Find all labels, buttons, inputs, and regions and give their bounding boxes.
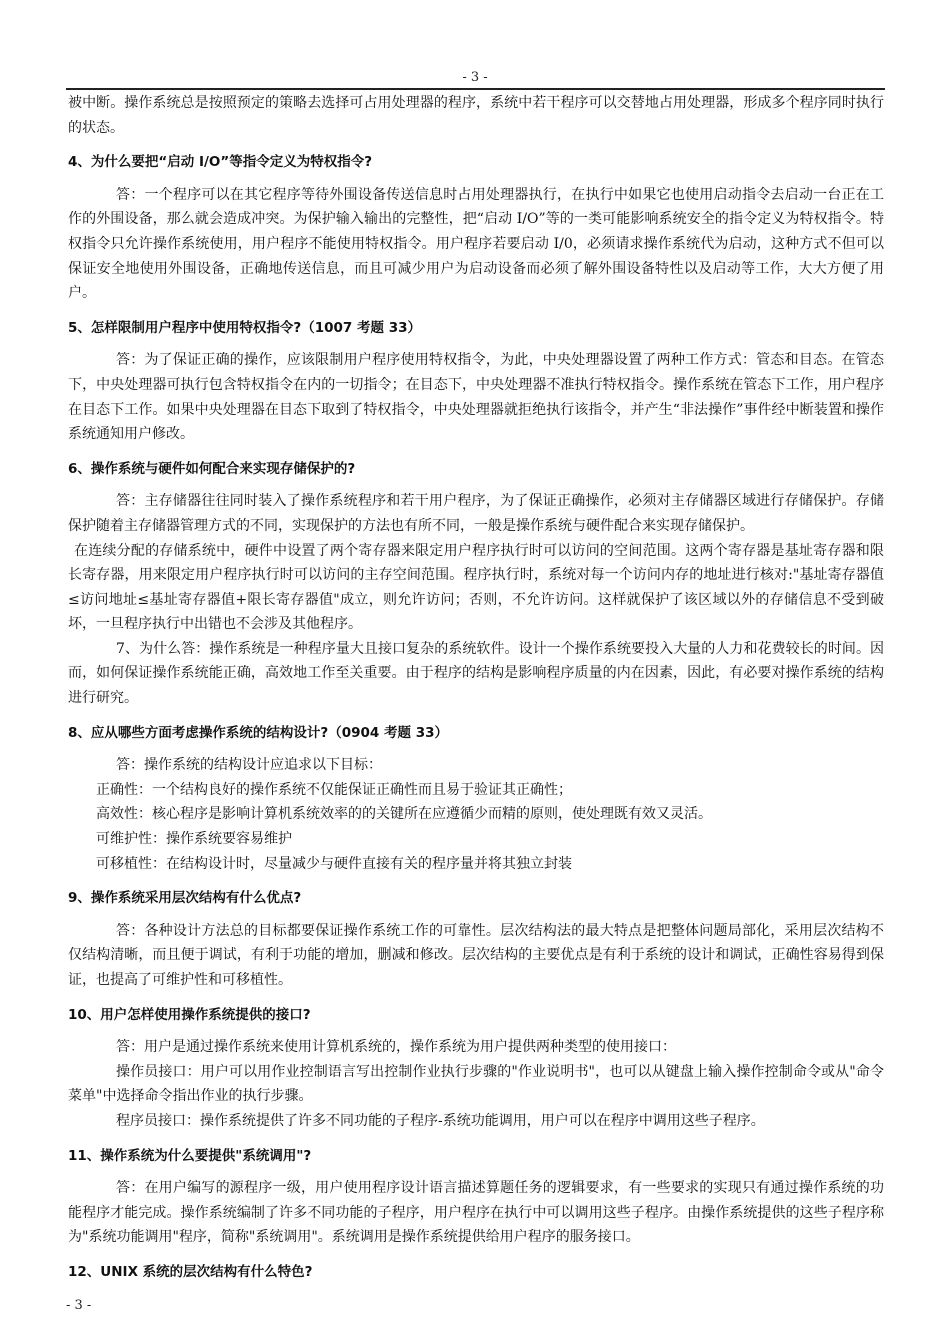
question-4: 4、为什么要把“启动 I/O”等指令定义为特权指令?	[68, 154, 373, 171]
question-11: 11、操作系统为什么要提供"系统调用"?	[68, 1147, 312, 1164]
answer-8-item: 高效性：核心程序是影响计算机系统效率的的关键所在应遵循少而精的原则，使处理既有效又灵活。	[96, 806, 712, 823]
question-6: 6、操作系统与硬件如何配合来实现存储保护的?	[68, 460, 356, 477]
question-9: 9、操作系统采用层次结构有什么优点?	[68, 890, 302, 907]
question-5: 5、怎样限制用户程序中使用特权指令?（1007 考题 33）	[68, 319, 421, 336]
answer-5: 答：为了保证正确的操作，应该限制用户程序使用特权指令，为此，中央处理器设置了两种工作方式：管态和目态。在管态下，中央处理器可执行包含特权指令在内的一切指令；在目态下，中央处理器不准执行特权指令。操作系统在管态下工作，用户程序在目态下工作。如果中央处理器在目态下取到了特权指令，中央处理器就拒绝执行该指令，并产生“非法操作”事件经中断装置和操作系统通知用户修改。	[68, 352, 884, 443]
footer-page-number: - 3 -	[66, 1298, 92, 1313]
intro-paragraph: 被中断。操作系统总是按照预定的策略去选择可占用处理器的程序，系统中若干程序可以交替地占用处理器，形成多个程序同时执行的状态。	[68, 95, 884, 136]
answer-8-item: 可移植性：在结构设计时，尽量减少与硬件直接有关的程序量并将其独立封装	[96, 855, 572, 872]
answer-11: 答：在用户编写的源程序一级，用户使用程序设计语言描述算题任务的逻辑要求，有一些要求的实现只有通过操作系统的功能程序才能完成。操作系统编制了许多不同功能的子程序，用户程序在执行中可以调用这些子程序。由操作系统提供的这些子程序称为"系统功能调用"程序，简称"系统调用"。系统调用是操作系统提供给用户程序的服务接口。	[68, 1180, 884, 1246]
header-rule	[66, 88, 885, 90]
answer-10-part-1: 答：用户是通过操作系统来使用计算机系统的，操作系统为用户提供两种类型的使用接口：	[116, 1039, 676, 1056]
answer-8-item: 可维护性：操作系统要容易维护	[96, 831, 292, 848]
document-body	[68, 91, 884, 1293]
header-page-number: - 3 -	[462, 70, 488, 85]
answer-7: 7、为什么答：操作系统是一种程序量大且接口复杂的系统软件。设计一个操作系统要投入大量的人力和花费较长的时间。因而，如何保证操作系统能正确，高效地工作至关重要。由于程序的结构是影响程序质量的内在因素，因此，有必要对操作系统的结构进行研究。	[68, 640, 884, 707]
answer-10-part-3: 程序员接口：操作系统提供了许多不同功能的子程序-系统功能调用，用户可以在程序中调用这些子程序。	[116, 1112, 765, 1129]
answer-4: 答：一个程序可以在其它程序等待外围设备传送信息时占用处理器执行，在执行中如果它也使用启动指令去启动一台正在工作的外围设备，那么就会造成冲突。为保护输入输出的完整性，把“启动 I/O”等的一类可能影响系统安全的指令定义为特权指令。特权指令只允许操作系统使用，用户程序不能使用特权指令。用户程序若要启动 I/0，必须请求操作系统代为启动，这种方式不但可以保证安全地使用外围设备，正确地传送信息，而且可减少用户为启动设备而必须了解外围设备特性以及启动等工作，大大方便了用户。	[68, 186, 884, 302]
question-12: 12、UNIX 系统的层次结构有什么特色?	[68, 1263, 313, 1280]
answer-6-part-1: 答：主存储器往往同时装入了操作系统程序和若干用户程序，为了保证正确操作，必须对主存储器区域进行存储保护。存储保护随着主存储器管理方式的不同，实现保护的方法也有所不同，一般是操作系统与硬件配合来实现存储保护。	[68, 493, 884, 534]
answer-6-part-2: 在连续分配的存储系统中，硬件中设置了两个寄存器来限定用户程序执行时可以访问的空间范围。这两个寄存器是基址寄存器和限长寄存器，用来限定用户程序执行时可以访问的主存空间范围。程序执行时，系统对每一个访问内存的地址进行核对:"基址寄存器值≤访问地址≤基址寄存器值+限长寄存器值"成立，则允许访问；否则，不允许访问。这样就保护了该区域以外的存储信息不受到破坏，一旦程序执行中出错也不会涉及其他程序。	[68, 542, 884, 633]
question-8: 8、应从哪些方面考虑操作系统的结构设计?（0904 考题 33）	[68, 724, 448, 741]
answer-8-intro: 答：操作系统的结构设计应追求以下目标：	[116, 757, 382, 774]
answer-8-item: 正确性：一个结构良好的操作系统不仅能保证正确性而且易于验证其正确性；	[96, 781, 572, 798]
question-10: 10、用户怎样使用操作系统提供的接口?	[68, 1006, 311, 1023]
answer-10-part-2: 操作员接口：用户可以用作业控制语言写出控制作业执行步骤的"作业说明书"，也可以从键盘上输入操作控制命令或从"命令菜单"中选择命令指出作业的执行步骤。	[68, 1063, 884, 1105]
answer-9: 答：各种设计方法总的目标都要保证操作系统工作的可靠性。层次结构法的最大特点是把整体问题局部化，采用层次结构不仅结构清晰，而且便于调试，有利于功能的增加，删减和修改。层次结构的主要优点是有利于系统的设计和调试，正确性容易得到保证，也提高了可维护性和可移植性。	[68, 922, 884, 988]
